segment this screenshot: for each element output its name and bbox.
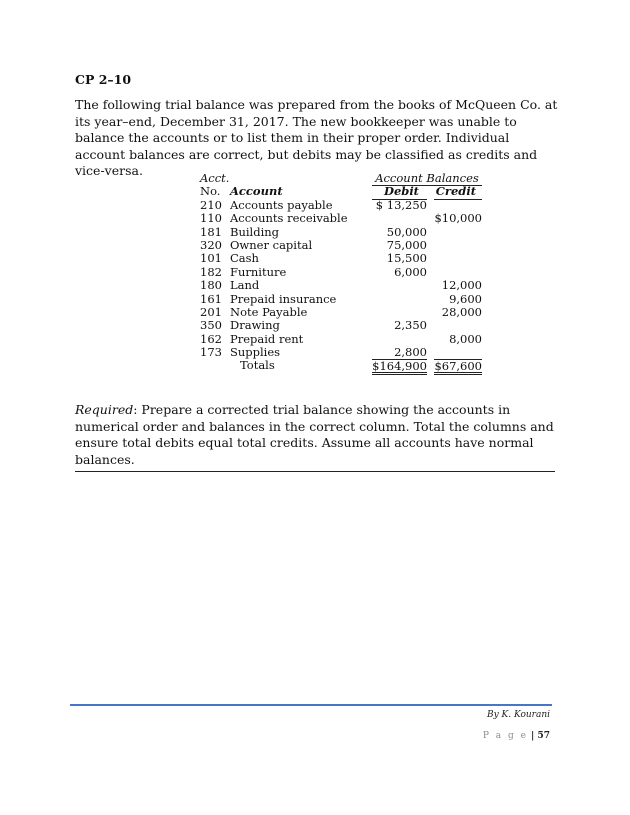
credit-cell — [434, 199, 482, 212]
page-label: P a g e — [482, 731, 528, 741]
account-number: 173 — [200, 345, 222, 360]
answer-divider — [75, 471, 555, 472]
account-name: Drawing — [230, 318, 280, 333]
credit-amount: 8,000 — [449, 331, 482, 346]
account-name: Furniture — [230, 264, 287, 279]
account-balances-header: Account Balances — [372, 172, 482, 186]
credit-amount: 28,000 — [441, 304, 482, 319]
account-number: 181 — [200, 224, 222, 239]
total-credit-cell — [434, 359, 482, 375]
debit-cell — [372, 333, 427, 346]
account-name: Supplies — [230, 345, 281, 360]
debit-cell — [372, 199, 427, 212]
page-separator: | — [527, 731, 538, 741]
account-name: Prepaid insurance — [230, 291, 337, 306]
account-name: Accounts receivable — [230, 211, 348, 226]
account-number: 182 — [200, 264, 222, 279]
account-number: 180 — [200, 278, 222, 293]
credit-cell — [434, 266, 482, 279]
account-name: Building — [230, 224, 280, 239]
credit-cell — [434, 333, 482, 346]
account-number: 350 — [200, 318, 222, 333]
debit-header: Debit — [383, 184, 419, 199]
account-number: 162 — [200, 331, 222, 346]
debit-amount: 2,350 — [394, 318, 427, 333]
total-credit: $67,600 — [434, 359, 482, 374]
footer-author: By K. Kourani — [486, 710, 550, 720]
account-number: 161 — [200, 291, 222, 306]
footer-rule — [70, 704, 552, 706]
totals-label: Totals — [240, 358, 275, 373]
account-name: Owner capital — [230, 237, 313, 252]
debit-cell — [372, 212, 427, 225]
account-number: 101 — [200, 251, 222, 266]
credit-header: Credit — [435, 184, 476, 199]
debit-amount: $ 13,250 — [375, 197, 427, 212]
account-number: 320 — [200, 237, 222, 252]
debit-cell — [372, 239, 427, 252]
account-name: Cash — [230, 251, 259, 266]
credit-cell — [434, 306, 482, 319]
credit-cell — [434, 252, 482, 265]
credit-cell — [434, 212, 482, 225]
credit-cell — [434, 226, 482, 239]
account-header: Account — [230, 184, 283, 199]
intro-paragraph: The following trial balance was prepared from the books of McQueen Co. at its year–end, December 31, 2017. The new bookkeeper was unable to balance the accounts or to list them in their proper order. Individual account balances are correct, but debits may be classified as credits and vice-versa. — [75, 97, 558, 178]
account-number: 201 — [200, 304, 222, 319]
no-header: No. — [200, 184, 221, 199]
credit-amount: 9,600 — [449, 291, 482, 306]
credit-amount: $10,000 — [434, 211, 482, 226]
debit-amount: 50,000 — [386, 224, 427, 239]
required-paragraph — [75, 402, 560, 468]
debit-cell — [372, 306, 427, 319]
debit-cell — [372, 346, 427, 360]
total-debit-cell — [372, 359, 427, 375]
credit-cell — [434, 239, 482, 252]
required-text: : Prepare a corrected trial balance showing the accounts in numerical order and balances in the correct column. Total the columns and ensure total debits equal total credits. Assume all accounts have normal balances. — [75, 402, 554, 467]
account-name: Note Payable — [230, 304, 308, 319]
debit-cell — [372, 226, 427, 239]
credit-amount: 12,000 — [441, 278, 482, 293]
account-number: 110 — [200, 211, 222, 226]
account-name: Accounts payable — [230, 197, 333, 212]
debit-cell — [372, 252, 427, 265]
debit-cell — [372, 293, 427, 306]
footer-page — [483, 731, 550, 741]
debit-amount: 15,500 — [386, 251, 427, 266]
credit-cell — [434, 279, 482, 292]
total-debit: $164,900 — [372, 359, 427, 374]
debit-amount: 2,800 — [394, 345, 427, 360]
credit-cell — [434, 293, 482, 306]
exercise-heading: CP 2–10 — [75, 72, 132, 87]
debit-cell — [372, 319, 427, 332]
account-name: Land — [230, 278, 260, 293]
account-number: 210 — [200, 197, 222, 212]
debit-amount: 6,000 — [394, 264, 427, 279]
required-label: Required — [75, 402, 134, 417]
credit-header-cell — [434, 185, 482, 199]
debit-cell — [372, 266, 427, 279]
page-number: 57 — [537, 731, 550, 741]
debit-cell — [372, 279, 427, 292]
acct-header: Acct. — [200, 171, 230, 185]
debit-amount: 75,000 — [386, 237, 427, 252]
account-name: Prepaid rent — [230, 331, 304, 346]
credit-cell — [434, 346, 482, 360]
credit-cell — [434, 319, 482, 332]
